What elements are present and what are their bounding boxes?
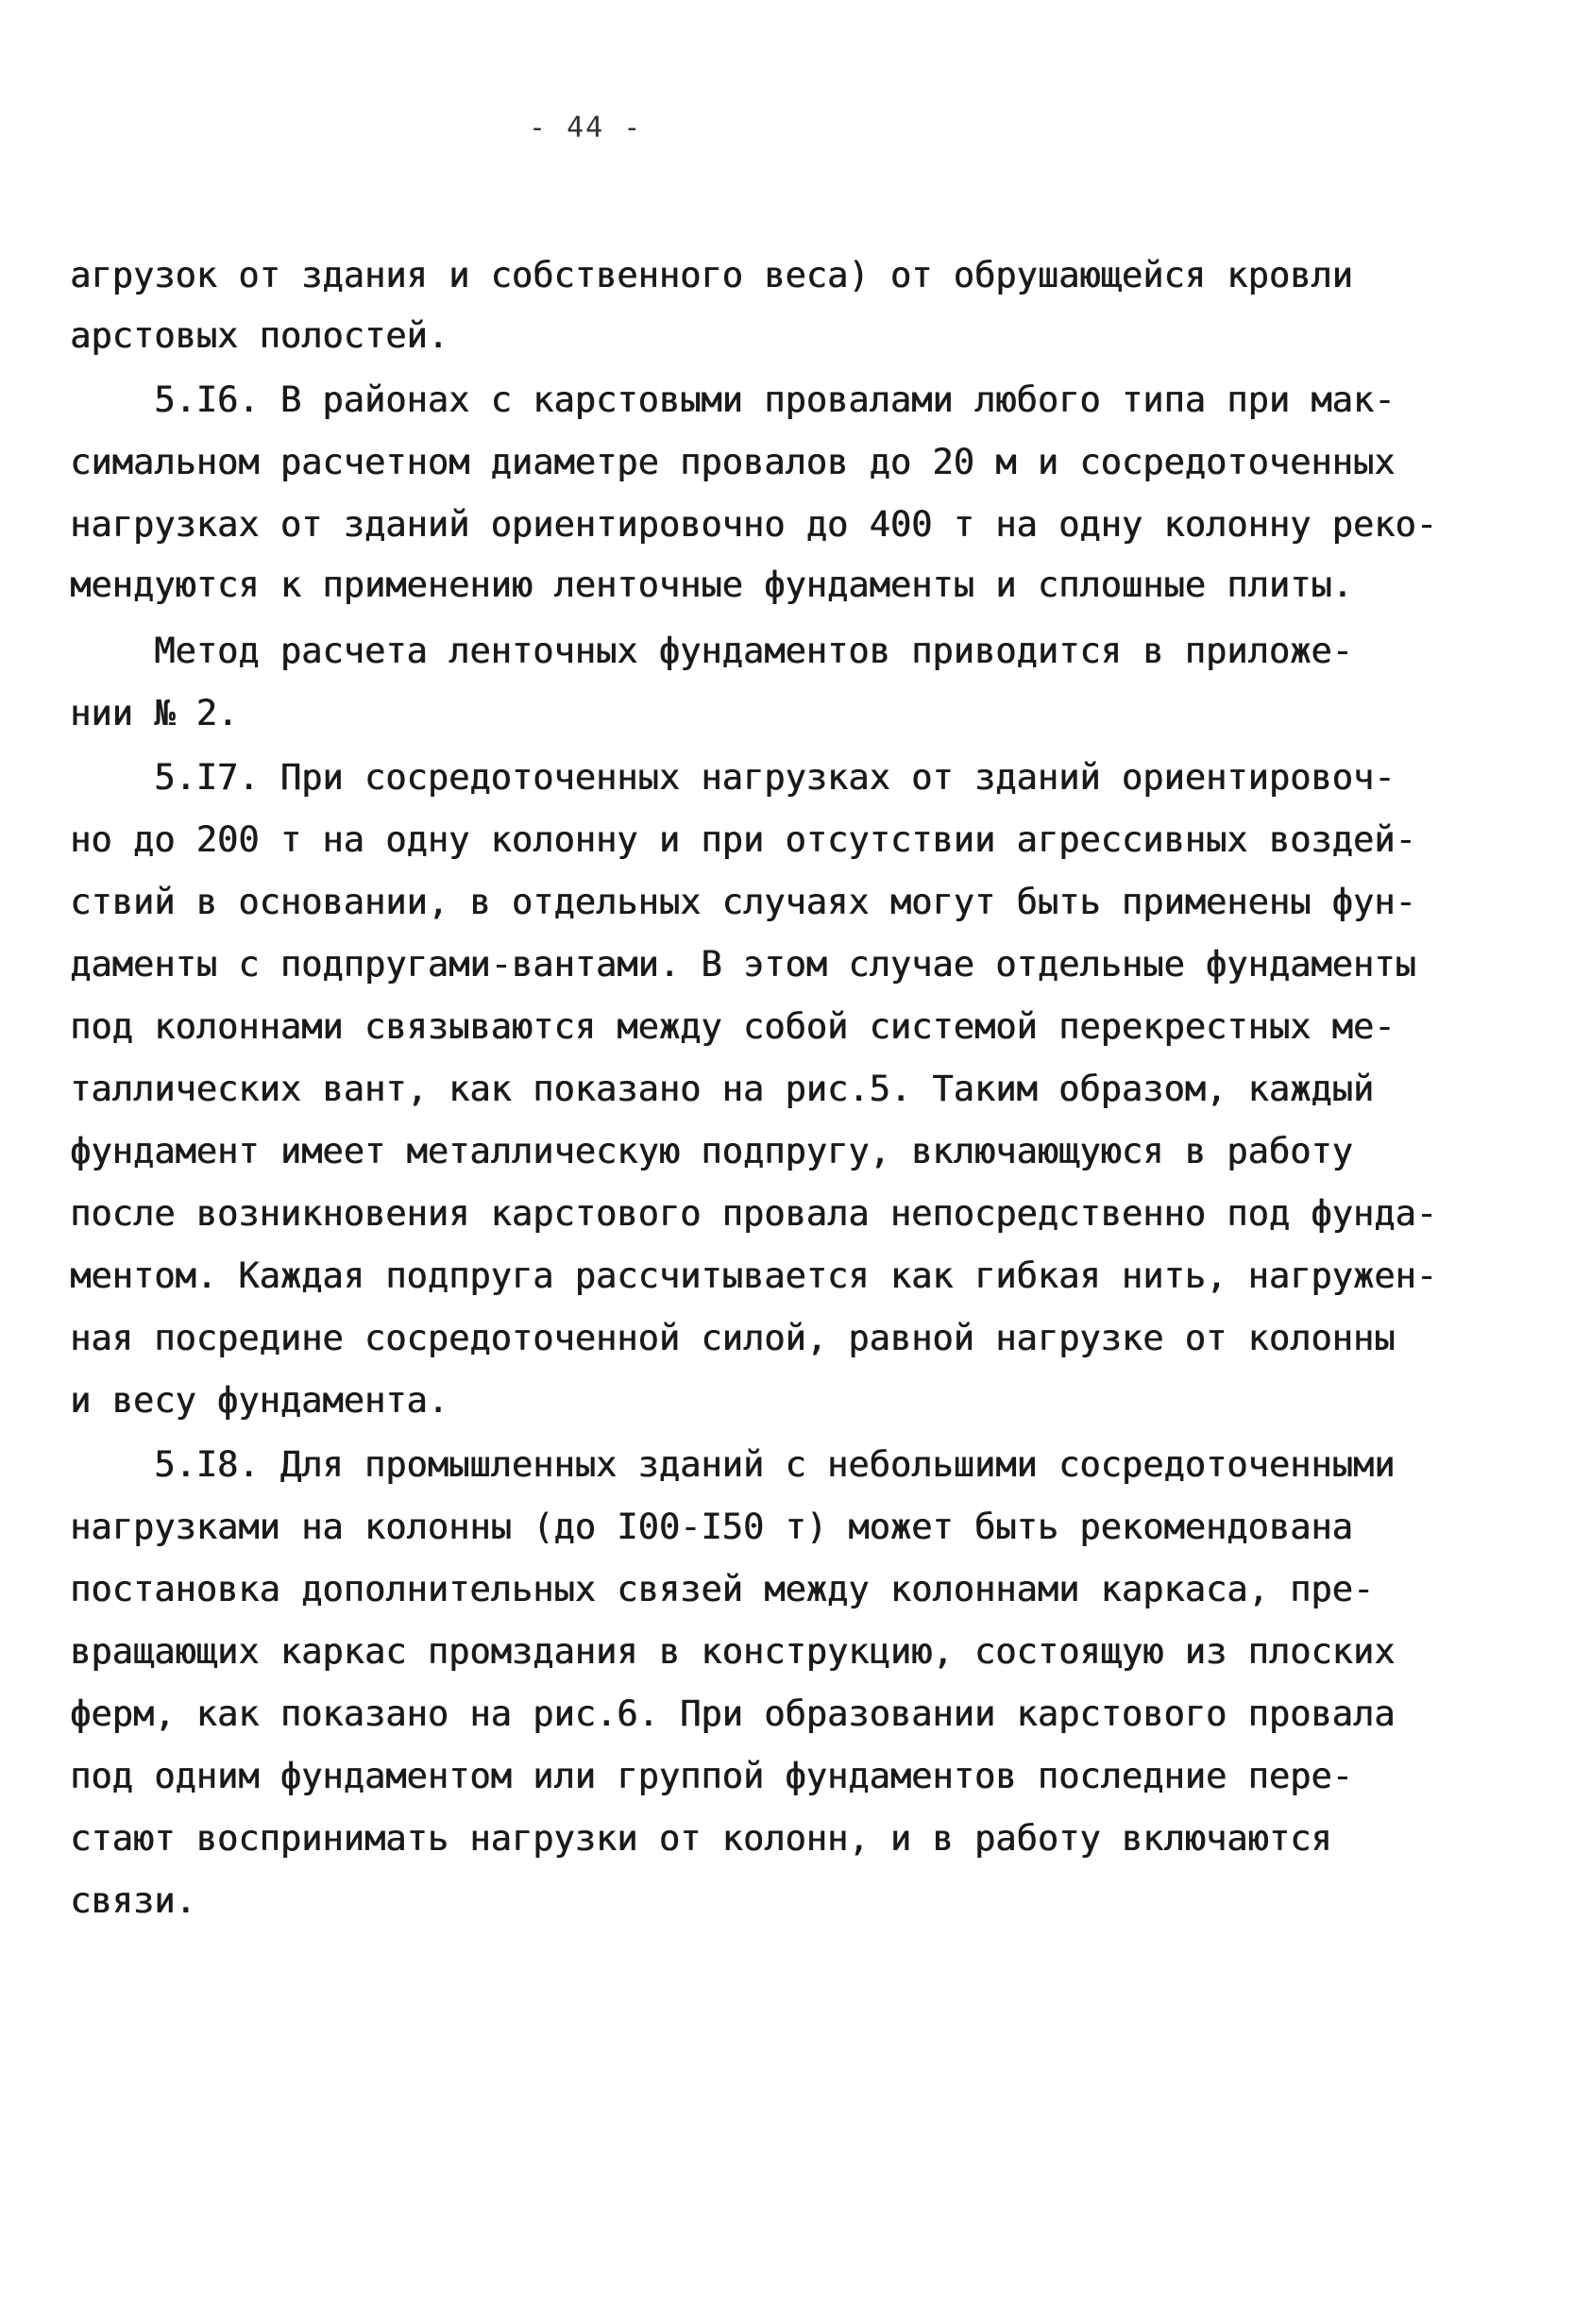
text-line: вращающих каркас промздания в конструкцию, состоящую из плоских: [70, 1631, 1396, 1672]
text-line: мендуются к применению ленточные фундаменты и сплошные плиты.: [70, 564, 1353, 605]
text-line: агрузок от здания и собственного веса) от обрушающейся кровли: [70, 255, 1353, 295]
text-line: симальном расчетном диаметре провалов до 20 м и сосредоточенных: [70, 442, 1396, 482]
text-line: ферм, как показано на рис.6. При образовании карстового провала: [70, 1693, 1396, 1734]
paragraph-5-16-line: 5.I6. В районах с карстовыми провалами любого типа при мак-: [70, 379, 1396, 420]
text-line: после возникновения карстового провала непосредственно под фунда-: [70, 1193, 1437, 1234]
text-line: даменты с подпругами-вантами. В этом случае отдельные фундаменты: [70, 944, 1416, 985]
text-line: под колоннами связываются между собой системой перекрестных ме-: [70, 1006, 1396, 1047]
text-line: нии № 2.: [70, 693, 239, 733]
text-line: и весу фундамента.: [70, 1380, 449, 1421]
text-line: ствий в основании, в отдельных случаях могут быть применены фун-: [70, 882, 1416, 922]
paragraph-5-17-line: 5.I7. При сосредоточенных нагрузках от зданий ориентировоч-: [70, 757, 1396, 798]
text-line: Метод расчета ленточных фундаментов приводится в приложе-: [70, 631, 1353, 671]
text-line: нагрузках от зданий ориентировочно до 400 т на одну колонну реко-: [70, 504, 1437, 545]
text-line: арстовых полостей.: [70, 315, 449, 356]
text-line: но до 200 т на одну колонну и при отсутствии агрессивных воздей-: [70, 819, 1416, 860]
text-line: постановка дополнительных связей между колоннами каркаса, пре-: [70, 1569, 1375, 1609]
paragraph-5-18-line: 5.I8. Для промышленных зданий с небольшими сосредоточенными: [70, 1444, 1396, 1485]
text-line: таллических вант, как показано на рис.5. Таким образом, каждый: [70, 1069, 1375, 1109]
text-line: стают воспринимать нагрузки от колонн, и в работу включаются: [70, 1818, 1332, 1859]
text-line: фундамент имеет металлическую подпругу, включающуюся в работу: [70, 1131, 1353, 1171]
page-number: - 44 -: [529, 111, 643, 144]
text-line: под одним фундаментом или группой фундаментов последние пере-: [70, 1756, 1353, 1796]
text-line: ная посредине сосредоточенной силой, равной нагрузке от колонны: [70, 1318, 1396, 1358]
text-line: нагрузками на колонны (до I00-I50 т) может быть рекомендована: [70, 1507, 1353, 1547]
text-line: ментом. Каждая подпруга рассчитывается как гибкая нить, нагружен-: [70, 1255, 1437, 1296]
text-line: связи.: [70, 1880, 196, 1921]
